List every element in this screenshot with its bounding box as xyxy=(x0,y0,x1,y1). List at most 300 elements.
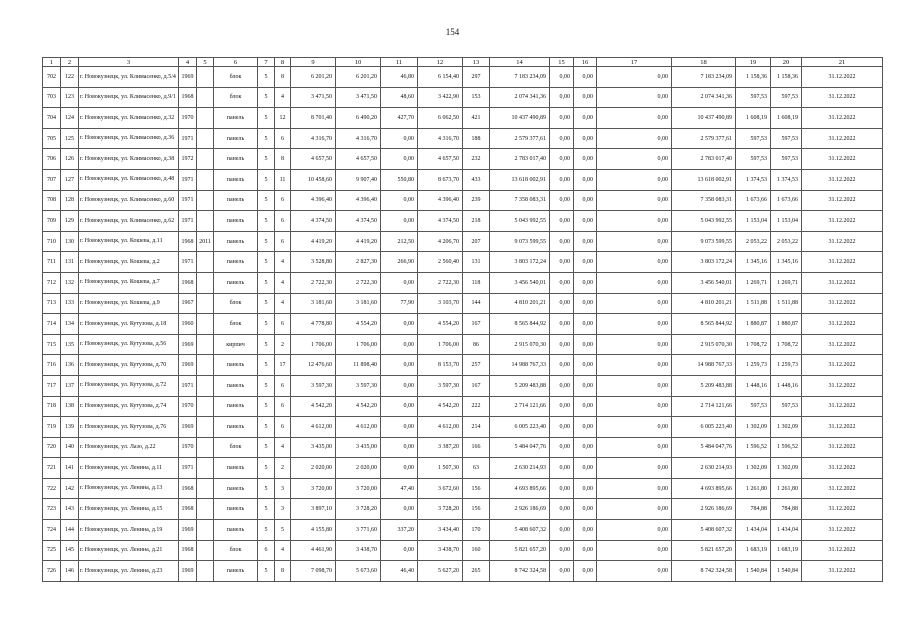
table-cell: 4 316,70 xyxy=(418,128,463,149)
table-cell: 4 542,20 xyxy=(336,396,381,417)
table-cell xyxy=(197,149,214,170)
table-cell: 0,00 xyxy=(574,211,597,232)
table-cell: 4 419,20 xyxy=(336,231,381,252)
table-row xyxy=(43,478,883,499)
table-cell: 0,00 xyxy=(550,458,574,479)
table-cell: 0,00 xyxy=(381,499,418,520)
table-cell: 1 673,66 xyxy=(736,190,771,211)
table-cell: 3 456 540,01 xyxy=(490,272,550,293)
table-cell: 1 374,53 xyxy=(771,169,802,190)
table-cell: 3 435,00 xyxy=(336,437,381,458)
table-cell: 218 xyxy=(463,211,490,232)
table-cell: 433 xyxy=(463,169,490,190)
table-row xyxy=(43,396,883,417)
table-cell: 5 xyxy=(258,149,275,170)
table-cell: 1 683,19 xyxy=(736,540,771,561)
table-cell: 1968 xyxy=(179,87,197,108)
table-cell: 1 259,73 xyxy=(736,355,771,376)
table-cell: 427,70 xyxy=(381,108,418,129)
table-cell: 31.12.2022 xyxy=(802,540,883,561)
table-cell: 4 612,00 xyxy=(418,417,463,438)
table-cell: 0,00 xyxy=(550,375,574,396)
table-cell: 31.12.2022 xyxy=(802,437,883,458)
table-cell: 5 xyxy=(258,169,275,190)
table-cell: 2 xyxy=(275,334,291,355)
table-cell: 0,00 xyxy=(597,375,672,396)
table-cell: 125 xyxy=(61,128,79,149)
table-cell: 212,50 xyxy=(381,231,418,252)
table-cell xyxy=(197,211,214,232)
table-cell: 0,00 xyxy=(574,128,597,149)
table-cell: 3 103,70 xyxy=(418,293,463,314)
table-cell: 0,00 xyxy=(574,437,597,458)
address-cell: г. Новокузнецк, ул. Климасенко, д.62 xyxy=(79,211,179,232)
column-header: 18 xyxy=(672,58,736,67)
column-header: 15 xyxy=(550,58,574,67)
table-cell: 31.12.2022 xyxy=(802,478,883,499)
table-cell: 31.12.2022 xyxy=(802,293,883,314)
table-cell: 2 722,30 xyxy=(291,272,336,293)
table-cell xyxy=(197,355,214,376)
table-cell xyxy=(197,169,214,190)
table-cell: 6 201,20 xyxy=(336,67,381,88)
table-cell: 5 xyxy=(258,252,275,273)
table-cell: 4 155,80 xyxy=(291,520,336,541)
table-cell: 5 xyxy=(258,231,275,252)
table-cell: 708 xyxy=(43,190,61,211)
table-cell: 1 374,53 xyxy=(736,169,771,190)
table-cell: 1968 xyxy=(179,272,197,293)
address-cell: г. Новокузнецк, ул. Климасенко, д.48 xyxy=(79,169,179,190)
table-cell: 0,00 xyxy=(550,437,574,458)
table-cell: 4 396,40 xyxy=(336,190,381,211)
table-cell: 3 720,00 xyxy=(336,478,381,499)
table-cell: 7 183 234,09 xyxy=(490,67,550,88)
table-cell: 4 396,40 xyxy=(291,190,336,211)
table-cell: 1969 xyxy=(179,561,197,582)
table-cell: 0,00 xyxy=(550,293,574,314)
table-cell: 4 xyxy=(275,437,291,458)
table-cell: 5 xyxy=(258,293,275,314)
table-cell: 8 xyxy=(275,561,291,582)
table-cell: 1971 xyxy=(179,458,197,479)
table-cell: 0,00 xyxy=(381,314,418,335)
table-cell: 134 xyxy=(61,314,79,335)
table-cell: 4 206,70 xyxy=(418,231,463,252)
table-cell: 597,53 xyxy=(736,149,771,170)
column-header: 10 xyxy=(336,58,381,67)
table-cell: 706 xyxy=(43,149,61,170)
table-cell: 6 xyxy=(275,231,291,252)
table-cell: 146 xyxy=(61,561,79,582)
table-cell: 9 073 599,55 xyxy=(672,231,736,252)
table-cell: 207 xyxy=(463,231,490,252)
table-cell: 13 618 002,91 xyxy=(490,169,550,190)
address-cell: г. Новокузнецк, ул. Климасенко, д.32 xyxy=(79,108,179,129)
table-cell: 0,00 xyxy=(550,417,574,438)
table-cell: 3 803 172,24 xyxy=(672,252,736,273)
table-cell: 709 xyxy=(43,211,61,232)
table-cell: 4 396,40 xyxy=(418,190,463,211)
table-cell: 2 783 017,40 xyxy=(490,149,550,170)
table-cell: 4 554,20 xyxy=(336,314,381,335)
table-cell: 784,88 xyxy=(771,499,802,520)
table-cell: 2 714 121,66 xyxy=(672,396,736,417)
table-cell: 10 458,60 xyxy=(291,169,336,190)
table-cell: 1969 xyxy=(179,520,197,541)
table-cell: 137 xyxy=(61,375,79,396)
table-cell xyxy=(197,252,214,273)
table-cell: 3 720,00 xyxy=(291,478,336,499)
table-cell: 2 630 214,93 xyxy=(490,458,550,479)
table-cell xyxy=(197,520,214,541)
table-cell: 11 xyxy=(275,169,291,190)
table-cell: 1 259,73 xyxy=(771,355,802,376)
table-cell: 2 xyxy=(275,458,291,479)
table-cell: панель xyxy=(214,128,258,149)
table-cell: 704 xyxy=(43,108,61,129)
table-cell: 2 722,30 xyxy=(336,272,381,293)
table-cell: 1971 xyxy=(179,211,197,232)
table-cell: панель xyxy=(214,231,258,252)
table-cell: 722 xyxy=(43,478,61,499)
table-cell: 1 880,87 xyxy=(771,314,802,335)
column-header: 17 xyxy=(597,58,672,67)
column-header: 13 xyxy=(463,58,490,67)
address-cell: г. Новокузнецк, ул. Кутузова, д.76 xyxy=(79,417,179,438)
table-cell: 1 302,09 xyxy=(736,417,771,438)
table-cell: 5 627,20 xyxy=(418,561,463,582)
table-cell: 0,00 xyxy=(597,355,672,376)
table-cell: 1 269,71 xyxy=(771,272,802,293)
table-cell: 297 xyxy=(463,67,490,88)
table-cell: 4 612,00 xyxy=(336,417,381,438)
table-cell: 597,53 xyxy=(736,87,771,108)
table-cell: 1 596,52 xyxy=(736,437,771,458)
address-cell: г. Новокузнецк, ул. Климасенко, д.9/1 xyxy=(79,87,179,108)
table-row xyxy=(43,231,883,252)
table-cell: 131 xyxy=(61,252,79,273)
table-cell: 4 xyxy=(275,252,291,273)
table-cell: 0,00 xyxy=(597,334,672,355)
column-header: 5 xyxy=(197,58,214,67)
column-header: 4 xyxy=(179,58,197,67)
column-header: 19 xyxy=(736,58,771,67)
table-cell: 2 783 017,40 xyxy=(672,149,736,170)
page-number: 154 xyxy=(445,27,460,37)
table-cell: 1 158,36 xyxy=(736,67,771,88)
table-cell: панель xyxy=(214,520,258,541)
table-cell: 0,00 xyxy=(574,87,597,108)
table-cell: 0,00 xyxy=(381,396,418,417)
table-cell: блок xyxy=(214,293,258,314)
table-cell: 8 153,70 xyxy=(418,355,463,376)
table-cell: 2 053,22 xyxy=(771,231,802,252)
table-cell: 6 005 223,40 xyxy=(490,417,550,438)
table-cell: 5 043 992,55 xyxy=(672,211,736,232)
table-cell: 0,00 xyxy=(550,252,574,273)
table-cell: 5 xyxy=(258,375,275,396)
table-cell: 1 706,00 xyxy=(336,334,381,355)
table-cell: кирпич xyxy=(214,334,258,355)
table-cell: 421 xyxy=(463,108,490,129)
table-cell xyxy=(197,128,214,149)
table-cell: 0,00 xyxy=(550,211,574,232)
column-header: 21 xyxy=(802,58,883,67)
table-cell: 222 xyxy=(463,396,490,417)
table-cell: 170 xyxy=(463,520,490,541)
table-cell: 48,60 xyxy=(381,87,418,108)
table-cell: 7 358 083,31 xyxy=(490,190,550,211)
table-cell: 1 153,04 xyxy=(771,211,802,232)
table-cell: 6 062,50 xyxy=(418,108,463,129)
table-cell: 5 209 483,88 xyxy=(490,375,550,396)
table-cell: 122 xyxy=(61,67,79,88)
table-cell: 0,00 xyxy=(574,417,597,438)
table-cell: 0,00 xyxy=(574,169,597,190)
table-cell: 4 657,50 xyxy=(336,149,381,170)
table-cell: панель xyxy=(214,355,258,376)
column-header: 2 xyxy=(61,58,79,67)
housing-register-table xyxy=(42,57,883,582)
table-cell: 31.12.2022 xyxy=(802,252,883,273)
table-cell: 1 683,19 xyxy=(771,540,802,561)
table-cell: 1 706,00 xyxy=(291,334,336,355)
table-cell: 31.12.2022 xyxy=(802,272,883,293)
table-cell: 0,00 xyxy=(597,108,672,129)
table-cell: 6 490,20 xyxy=(336,108,381,129)
table-cell: 31.12.2022 xyxy=(802,87,883,108)
table-cell: 128 xyxy=(61,190,79,211)
table-cell: 31.12.2022 xyxy=(802,67,883,88)
table-cell: 3 181,60 xyxy=(291,293,336,314)
table-cell xyxy=(197,108,214,129)
table-cell: 716 xyxy=(43,355,61,376)
table-cell: панель xyxy=(214,252,258,273)
table-cell: 0,00 xyxy=(574,67,597,88)
table-cell: 31.12.2022 xyxy=(802,108,883,129)
table-cell xyxy=(197,190,214,211)
address-cell: г. Новокузнецк, ул. Ленина, д.21 xyxy=(79,540,179,561)
table-cell: 142 xyxy=(61,478,79,499)
table-cell: 77,90 xyxy=(381,293,418,314)
table-cell: 5 xyxy=(258,437,275,458)
table-cell: панель xyxy=(214,169,258,190)
table-cell: 3 422,90 xyxy=(418,87,463,108)
table-cell: 3 897,10 xyxy=(291,499,336,520)
table-cell: 153 xyxy=(463,87,490,108)
table-cell: 7 098,70 xyxy=(291,561,336,582)
table-cell xyxy=(197,293,214,314)
table-cell: 0,00 xyxy=(574,540,597,561)
address-cell: г. Новокузнецк, ул. Климасенко, д.60 xyxy=(79,190,179,211)
table-cell: 3 434,40 xyxy=(418,520,463,541)
table-cell: 46,80 xyxy=(381,67,418,88)
table-cell: 136 xyxy=(61,355,79,376)
table-cell xyxy=(197,499,214,520)
table-cell: 3 597,30 xyxy=(291,375,336,396)
table-cell: 12 476,60 xyxy=(291,355,336,376)
table-cell: 5 xyxy=(258,355,275,376)
address-cell: г. Новокузнецк, ул. Лазо, д.22 xyxy=(79,437,179,458)
table-cell xyxy=(197,458,214,479)
table-cell: 2 915 070,30 xyxy=(490,334,550,355)
table-cell: 0,00 xyxy=(597,520,672,541)
table-cell: панель xyxy=(214,211,258,232)
table-cell: 3 528,80 xyxy=(291,252,336,273)
table-cell: 5 484 047,76 xyxy=(672,437,736,458)
table-cell: 4 778,80 xyxy=(291,314,336,335)
table-cell: 0,00 xyxy=(574,149,597,170)
table-cell: 141 xyxy=(61,458,79,479)
table-cell: 4 542,20 xyxy=(418,396,463,417)
table-cell: 31.12.2022 xyxy=(802,314,883,335)
table-cell: 257 xyxy=(463,355,490,376)
table-cell: 0,00 xyxy=(574,355,597,376)
table-cell: 4 xyxy=(275,293,291,314)
table-cell: 703 xyxy=(43,87,61,108)
table-row xyxy=(43,355,883,376)
table-cell: панель xyxy=(214,478,258,499)
table-cell: 5 821 657,20 xyxy=(490,540,550,561)
column-header: 1 xyxy=(43,58,61,67)
table-cell: 0,00 xyxy=(597,314,672,335)
table-cell: 1969 xyxy=(179,417,197,438)
table-cell: 712 xyxy=(43,272,61,293)
table-cell: 0,00 xyxy=(574,499,597,520)
table-cell: 1 880,87 xyxy=(736,314,771,335)
table-cell: 6 xyxy=(275,128,291,149)
table-cell: 2 579 377,61 xyxy=(672,128,736,149)
table-cell: 3 471,50 xyxy=(291,87,336,108)
table-row xyxy=(43,540,883,561)
table-cell: 5 xyxy=(258,396,275,417)
table-cell: 31.12.2022 xyxy=(802,149,883,170)
table-cell: 597,53 xyxy=(771,149,802,170)
table-cell: 4 693 895,66 xyxy=(490,478,550,499)
table-cell: 0,00 xyxy=(574,108,597,129)
table-cell: 31.12.2022 xyxy=(802,520,883,541)
table-cell: 0,00 xyxy=(550,67,574,88)
table-cell: 0,00 xyxy=(597,128,672,149)
table-cell: 2 630 214,93 xyxy=(672,458,736,479)
table-cell: 1 708,72 xyxy=(771,334,802,355)
table-cell: 130 xyxy=(61,231,79,252)
table-cell: 31.12.2022 xyxy=(802,128,883,149)
table-cell: блок xyxy=(214,540,258,561)
table-cell: 3 456 540,01 xyxy=(672,272,736,293)
table-cell: 2 926 186,69 xyxy=(672,499,736,520)
table-cell: 0,00 xyxy=(574,561,597,582)
table-row xyxy=(43,375,883,396)
table-cell: 31.12.2022 xyxy=(802,169,883,190)
table-cell: 0,00 xyxy=(550,561,574,582)
table-body xyxy=(43,67,883,582)
table-cell: 132 xyxy=(61,272,79,293)
table-cell: 167 xyxy=(463,375,490,396)
address-cell: г. Новокузнецк, ул. Кошева, д.9 xyxy=(79,293,179,314)
table-cell: 8 673,70 xyxy=(418,169,463,190)
table-cell: 139 xyxy=(61,417,79,438)
table-cell xyxy=(197,561,214,582)
table-cell: 156 xyxy=(463,478,490,499)
table-cell: 1 706,00 xyxy=(418,334,463,355)
table-cell: 0,00 xyxy=(381,375,418,396)
table-cell: 4 xyxy=(275,540,291,561)
table-cell: 1969 xyxy=(179,67,197,88)
table-cell: 0,00 xyxy=(597,272,672,293)
table-cell: 5 xyxy=(258,67,275,88)
table-cell: 0,00 xyxy=(597,169,672,190)
table-cell: 726 xyxy=(43,561,61,582)
table-cell: 1971 xyxy=(179,169,197,190)
table-cell: 5 xyxy=(258,272,275,293)
table-cell: 1970 xyxy=(179,396,197,417)
table-cell: 1 434,04 xyxy=(736,520,771,541)
table-cell: 129 xyxy=(61,211,79,232)
table-cell: 167 xyxy=(463,314,490,335)
table-cell: 13 618 002,91 xyxy=(672,169,736,190)
table-cell: 6 154,40 xyxy=(418,67,463,88)
address-cell: г. Новокузнецк, ул. Климасенко, д.38 xyxy=(79,149,179,170)
table-cell: 31.12.2022 xyxy=(802,375,883,396)
table-cell: 118 xyxy=(463,272,490,293)
table-cell: 31.12.2022 xyxy=(802,334,883,355)
table-cell: 4 316,70 xyxy=(291,128,336,149)
table-cell: 144 xyxy=(61,520,79,541)
table-cell: 1 608,19 xyxy=(771,108,802,129)
table-cell: 3 438,70 xyxy=(418,540,463,561)
table-cell: 0,00 xyxy=(574,520,597,541)
table-cell: 5 xyxy=(275,520,291,541)
table-cell: 711 xyxy=(43,252,61,273)
table-cell: 0,00 xyxy=(550,190,574,211)
table-cell: 4 657,50 xyxy=(291,149,336,170)
table-cell: 720 xyxy=(43,437,61,458)
address-cell: г. Новокузнецк, ул. Кутузова, д.72 xyxy=(79,375,179,396)
table-header-row xyxy=(43,58,883,67)
table-cell: 5 xyxy=(258,334,275,355)
table-cell: 3 803 172,24 xyxy=(490,252,550,273)
address-cell: г. Новокузнецк, ул. Ленина, д.23 xyxy=(79,561,179,582)
table-cell: 0,00 xyxy=(597,396,672,417)
address-cell: г. Новокузнецк, ул. Кутузова, д.18 xyxy=(79,314,179,335)
table-cell: 232 xyxy=(463,149,490,170)
table-cell: 145 xyxy=(61,540,79,561)
table-cell: 3 728,20 xyxy=(418,499,463,520)
address-cell: г. Новокузнецк, ул. Климасенко, д.36 xyxy=(79,128,179,149)
table-cell: 4 810 201,21 xyxy=(672,293,736,314)
table-cell: 0,00 xyxy=(550,396,574,417)
table-cell: 0,00 xyxy=(574,252,597,273)
table-cell: 719 xyxy=(43,417,61,438)
table-cell: 1968 xyxy=(179,478,197,499)
table-cell: 131 xyxy=(463,252,490,273)
table-cell: 0,00 xyxy=(550,87,574,108)
table-cell: 702 xyxy=(43,67,61,88)
table-cell: 2 714 121,66 xyxy=(490,396,550,417)
table-cell: 6 xyxy=(275,211,291,232)
column-header: 6 xyxy=(214,58,258,67)
table-row xyxy=(43,314,883,335)
table-cell: 2 020,00 xyxy=(291,458,336,479)
table-cell: 0,00 xyxy=(597,293,672,314)
table-cell: 0,00 xyxy=(550,520,574,541)
table-cell: 31.12.2022 xyxy=(802,231,883,252)
table-cell: 214 xyxy=(463,417,490,438)
table-cell: 715 xyxy=(43,334,61,355)
table-cell: 8 565 844,92 xyxy=(672,314,736,335)
